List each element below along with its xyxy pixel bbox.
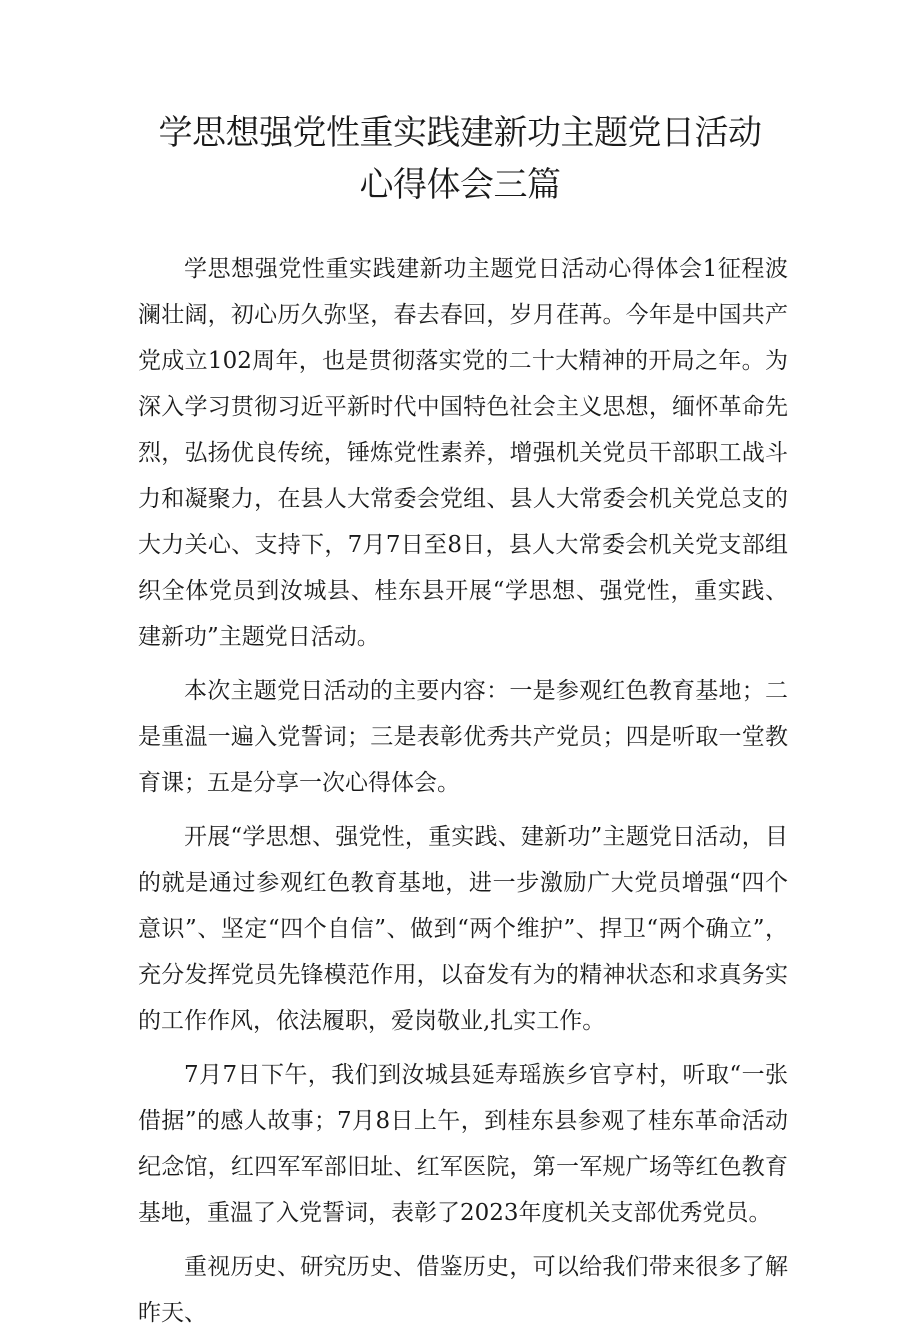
document-body [138,246,788,1344]
paragraph-1: 学思想强党性重实践建新功主题党日活动心得体会1征程波澜壮阔，初心历久弥坚，春去春回，岁月荏苒。今年是中国共产党成立102周年，也是贯彻落实党的二十大精神的开局之年。为深入学习贯彻习近平新时代中国特色社会主义思想，缅怀革命先烈，弘扬优良传统，锤炼党性素养，增强机关党员干部职工战斗力和凝聚力，在县人大常委会党组、县人大常委会机关党总支的大力关心、支持下，7月7日至8日，县人大常委会机关党支部组织全体党员到汝城县、桂东县开展“学思想、强党性，重实践、建新功”主题党日活动。 [138,256,788,650]
paragraph-2: 本次主题党日活动的主要内容：一是参观红色教育基地；二是重温一遍入党誓词；三是表彰优秀共产党员；四是听取一堂教育课；五是分享一次心得体会。 [138,678,788,796]
document-title-line-1: 学思想强党性重实践建新功主题党日活动 [158,113,762,153]
document-title-line-2: 心得体会三篇 [359,165,561,205]
paragraph-3: 开展“学思想、强党性，重实践、建新功”主题党日活动，目的就是通过参观红色教育基地，进一步激励广大党员增强“四个意识”、坚定“四个自信”、做到“两个维护”、捍卫“两个确立”，充分发挥党员先锋模范作用，以奋发有为的精神状态和求真务实的工作作风，依法履职，爱岗敬业,扎实工作。 [138,824,788,1034]
paragraph-5: 重视历史、研究历史、借鉴历史，可以给我们带来很多了解昨天、 [138,1254,788,1326]
paragraph-4: 7月7日下午，我们到汝城县延寿瑶族乡官亨村，听取“一张借据”的感人故事；7月8日上午，到桂东县参观了桂东革命活动纪念馆，红四军军部旧址、红军医院，第一军规广场等红色教育基地，重温了入党誓词，表彰了2023年度机关支部优秀党员。 [138,1062,788,1226]
